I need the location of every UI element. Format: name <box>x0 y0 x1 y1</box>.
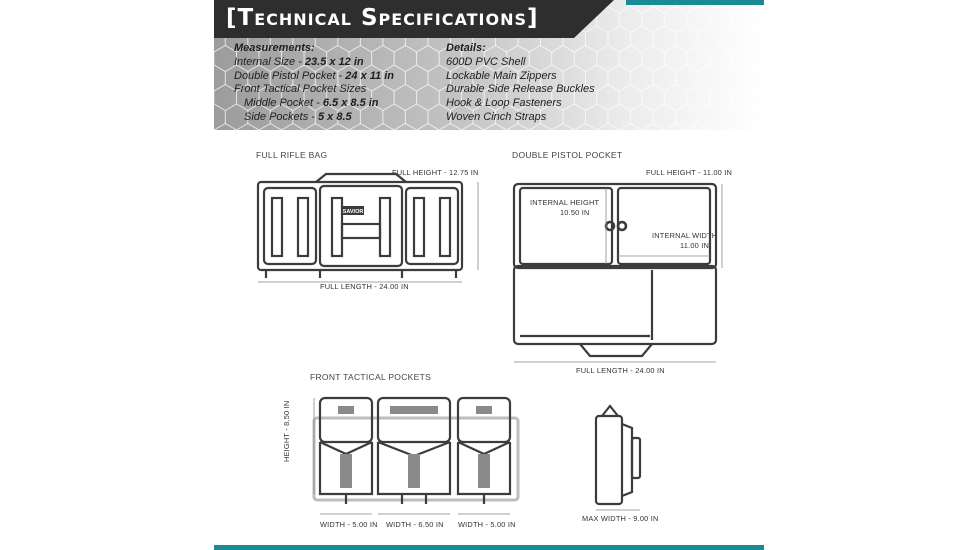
strap <box>298 198 308 256</box>
hex-cell <box>394 124 417 131</box>
front-height-label: HEIGHT - 8.50 IN <box>282 400 291 462</box>
middle-molle-strip <box>408 454 420 488</box>
hex-cell <box>732 7 755 33</box>
strap <box>332 198 342 256</box>
measurement-row <box>234 70 394 84</box>
details-heading: Details: <box>446 42 486 54</box>
hex-cell <box>721 26 744 52</box>
measurement-label: Middle Pocket - <box>244 97 323 110</box>
rifle-height-label: FULL HEIGHT - 12.75 IN <box>392 168 479 177</box>
hex-cell <box>417 124 440 131</box>
left-label-patch <box>338 406 354 414</box>
accent-bar-top <box>626 0 764 5</box>
accent-bar-bottom <box>214 545 764 550</box>
hex-cell <box>631 65 654 91</box>
hex-cell <box>732 46 755 72</box>
hex-cell <box>405 65 428 91</box>
pistol-pocket-title: DOUBLE PISTOL POCKET <box>512 150 623 160</box>
details-column <box>446 42 595 125</box>
hex-cell <box>394 85 417 111</box>
detail-row: Hook & Loop Fasteners <box>446 97 562 110</box>
hex-cell <box>214 104 225 130</box>
strap <box>272 198 282 256</box>
hex-cell <box>608 104 631 130</box>
hex-cell <box>687 7 710 33</box>
measurement-value: 23.5 x 12 in <box>304 55 364 68</box>
base-handle <box>580 344 652 356</box>
side-body <box>596 416 622 504</box>
measurement-value: 24 x 11 in <box>345 69 394 82</box>
hex-cell <box>709 124 732 131</box>
measurement-row <box>234 56 394 70</box>
detail-row: Durable Side Release Buckles <box>446 83 595 96</box>
hex-cell <box>721 65 744 91</box>
hex-cell <box>597 85 620 111</box>
hex-cell <box>597 124 620 131</box>
hex-cell <box>709 7 732 33</box>
rifle-bag-title: FULL RIFLE BAG <box>256 150 328 160</box>
measurement-row <box>234 97 394 111</box>
hex-cell <box>642 85 665 111</box>
left-ring-icon <box>606 222 614 230</box>
measurements-heading: Measurements: <box>234 42 315 54</box>
hex-cell <box>721 104 744 130</box>
width-left-label: WIDTH - 5.00 IN <box>320 520 378 529</box>
hex-cell <box>608 65 631 91</box>
hex-cell <box>698 65 721 91</box>
hex-cell <box>687 46 710 72</box>
hex-cell <box>709 85 732 111</box>
page-title <box>226 5 539 31</box>
measurement-value: 5 x 8.5 <box>317 110 352 123</box>
feet <box>266 270 456 278</box>
hex-cell <box>417 46 440 72</box>
hex-cell <box>698 26 721 52</box>
measurement-label: Front Tactical Pocket Sizes <box>234 83 367 96</box>
side-pocket <box>622 424 632 496</box>
spec-sheet <box>214 0 764 550</box>
max-width-label: MAX WIDTH - 9.00 IN <box>582 514 659 523</box>
internal-width-value: 11.00 IN <box>680 241 709 250</box>
brand-label: SAVIOR <box>342 209 364 215</box>
hex-cell <box>631 104 654 130</box>
strap <box>380 198 390 256</box>
middle-label-patch <box>390 406 438 414</box>
hex-cell <box>676 104 699 130</box>
hex-cell <box>664 85 687 111</box>
rifle-bag-handle <box>316 174 406 182</box>
hex-cell <box>653 26 676 52</box>
hex-cell <box>732 124 755 131</box>
hex-cell <box>664 124 687 131</box>
hex-cell <box>642 124 665 131</box>
right-label-patch <box>476 406 492 414</box>
measurements-column <box>234 42 394 125</box>
hex-cell <box>619 7 642 33</box>
left-pocket-fold <box>320 442 372 454</box>
pocket-base <box>514 266 716 344</box>
measurement-label: Double Pistol Pocket - <box>234 69 346 82</box>
hex-cell <box>619 124 642 131</box>
right-gun-slot <box>618 188 710 264</box>
measurement-label: Side Pockets - <box>244 110 318 123</box>
width-right-label: WIDTH - 5.00 IN <box>458 520 516 529</box>
hex-cell <box>709 46 732 72</box>
front-pockets-drawing <box>310 394 524 518</box>
side-handle <box>602 406 618 416</box>
pistol-length-label: FULL LENGTH - 24.00 IN <box>576 366 665 375</box>
measurement-value: 6.5 x 8.5 in <box>322 97 379 110</box>
right-ring-icon <box>618 222 626 230</box>
hex-cell <box>664 46 687 72</box>
pistol-pocket-drawing <box>510 178 732 368</box>
pistol-height-label: FULL HEIGHT - 11.00 IN <box>646 168 732 177</box>
hex-cell <box>619 85 642 111</box>
hex-cell <box>417 85 440 111</box>
rifle-bag-outline <box>258 182 462 270</box>
title-label: Technical Specifications <box>237 5 528 31</box>
right-pocket-fold <box>458 442 510 454</box>
internal-height-label: INTERNAL HEIGHT <box>530 198 600 207</box>
left-gun-slot <box>520 188 612 264</box>
velcro-panel <box>342 224 380 238</box>
hex-cell <box>619 46 642 72</box>
middle-pocket-fold <box>378 442 450 456</box>
left-molle-strip <box>340 454 352 488</box>
hex-cell <box>664 7 687 33</box>
hex-cell <box>394 46 417 72</box>
detail-row: Lockable Main Zippers <box>446 69 557 82</box>
title-bracket-right: ] <box>527 5 539 31</box>
hex-cell <box>687 124 710 131</box>
hex-cell <box>214 65 225 91</box>
strap <box>414 198 424 256</box>
hex-cell <box>732 85 755 111</box>
hex-cell <box>698 104 721 130</box>
hex-cell <box>597 46 620 72</box>
hex-cell <box>405 104 428 130</box>
detail-row: Woven Cinch Straps <box>446 110 547 123</box>
rifle-length-label: FULL LENGTH - 24.00 IN <box>320 282 409 291</box>
hex-cell <box>653 65 676 91</box>
right-pocket-flap <box>458 398 510 442</box>
measurement-row <box>234 111 394 125</box>
rifle-bag-drawing <box>254 172 474 288</box>
middle-pocket-flap <box>378 398 450 442</box>
hex-cell <box>642 7 665 33</box>
internal-height-value: 10.50 IN <box>560 208 590 217</box>
right-molle-strip <box>478 454 490 488</box>
hex-cell <box>676 65 699 91</box>
detail-row: 600D PVC Shell <box>446 55 526 68</box>
strap <box>440 198 450 256</box>
side-view-drawing <box>592 402 646 512</box>
title-bracket-left: [ <box>226 5 238 31</box>
hex-cell <box>687 85 710 111</box>
measurement-row <box>234 83 394 97</box>
left-pocket-flap <box>320 398 372 442</box>
hex-cell <box>631 26 654 52</box>
hex-cell <box>653 104 676 130</box>
width-middle-label: WIDTH - 6.50 IN <box>386 520 444 529</box>
header-panel <box>214 0 764 130</box>
hex-cell <box>608 26 631 52</box>
front-pockets-title: FRONT TACTICAL POCKETS <box>310 372 432 382</box>
internal-width-label: INTERNAL WIDTH <box>652 231 718 240</box>
side-buckle <box>632 438 640 478</box>
hex-cell <box>642 46 665 72</box>
hex-cell <box>676 26 699 52</box>
measurement-label: Internal Size - <box>234 55 305 68</box>
